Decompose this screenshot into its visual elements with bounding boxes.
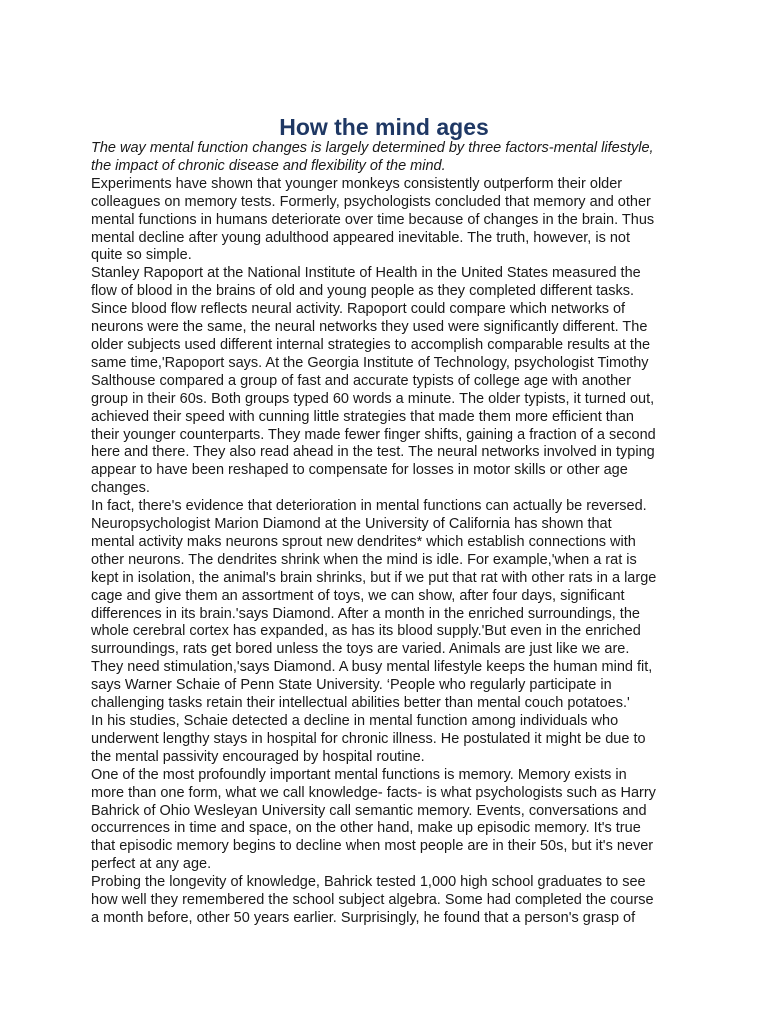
body-line: how well they remembered the school subject algebra. Some had completed the course [91, 892, 654, 909]
body-line: appear to have been reshaped to compensate for losses in motor skills or other age [91, 462, 628, 479]
body-line: mental activity maks neurons sprout new dendrites* which establish connections with [91, 533, 636, 550]
body-line: In fact, there's evidence that deterioration in mental functions can actually be reversed. [91, 498, 647, 515]
body-line: their younger counterparts. They made fewer finger shifts, gaining a fraction of a second [91, 426, 656, 443]
body-line: quite so simple. [91, 247, 192, 264]
body-line: same time,'Rapoport says. At the Georgia Institute of Technology, psychologist Timothy [91, 354, 649, 371]
body-line: changes. [91, 480, 150, 497]
body-line: surroundings, rats get bored unless the toys are varied. Animals are just like we are. [91, 641, 630, 658]
body-line: Bahrick of Ohio Wesleyan University call semantic memory. Events, conversations and [91, 802, 647, 819]
body-line: Neuropsychologist Marion Diamond at the University of California has shown that [91, 516, 612, 533]
body-line: Experiments have shown that younger monkeys consistently outperform their older [91, 175, 623, 192]
body-line: They need stimulation,'says Diamond. A busy mental lifestyle keeps the human mind fit, [91, 659, 653, 676]
body-line: differences in its brain.'says Diamond. After a month in the enriched surroundings, the [91, 605, 640, 622]
body-line: cage and give them an assortment of toys, we can show, after four days, significant [91, 587, 625, 604]
body-line: Salthouse compared a group of fast and accurate typists of college age with another [91, 372, 632, 389]
body-line: colleagues on memory tests. Formerly, psychologists concluded that memory and other [91, 193, 651, 210]
body-line: Stanley Rapoport at the National Institute of Health in the United States measured the [91, 265, 641, 282]
body-line: older subjects used different internal strategies to accomplish comparable results at the [91, 336, 651, 353]
subtitle-line: The way mental function changes is largely determined by three factors-mental lifestyle, [91, 140, 654, 156]
body-line: flow of blood in the brains of old and young people as they completed different tasks. [91, 283, 635, 300]
body-line: kept in isolation, the animal's brain shrinks, but if we put that rat with other rats in a large [91, 569, 657, 586]
body-line: In his studies, Schaie detected a decline in mental function among individuals who [91, 713, 619, 729]
body-line: One of the most profoundly important mental functions is memory. Memory exists in [91, 766, 627, 783]
subtitle [91, 140, 691, 176]
body-line: says Warner Schaie of Penn State University. ‘People who regularly participate in [91, 677, 612, 694]
body-text [91, 176, 691, 928]
subtitle-line: the impact of chronic disease and flexibility of the mind. [91, 157, 446, 174]
body-line: occurrences in time and space, on the other hand, make up episodic memory. It's true [91, 820, 641, 837]
body-line: other neurons. The dendrites shrink when the mind is idle. For example,'when a rat is [91, 551, 637, 568]
body-line: here and there. They also read ahead in the test. The neural networks involved in typing [91, 444, 655, 461]
body-line: neurons were the same, the neural networks they used were significantly different. The [91, 319, 648, 336]
document-body [91, 140, 691, 928]
body-line: whole cerebral cortex has expanded, as has its blood supply.'But even in the enriched [91, 623, 641, 640]
body-line: a month before, other 50 years earlier. Surprisingly, he found that a person's grasp of [91, 909, 636, 926]
body-line: group in their 60s. Both groups typed 60 words a minute. The older typists, it turned out, [91, 390, 655, 407]
body-line: underwent lengthy stays in hospital for chronic illness. He postulated it might be due to [91, 730, 646, 747]
body-line: achieved their speed with cunning little strategies that made them more efficient than [91, 408, 634, 425]
body-line: that episodic memory begins to decline when most people are in their 50s, but it's never [91, 838, 654, 855]
body-line: Probing the longevity of knowledge, Bahrick tested 1,000 high school graduates to see [91, 874, 646, 891]
body-line: challenging tasks retain their intellectual abilities better than mental couch potatoes.' [91, 695, 630, 712]
body-line: perfect at any age. [91, 856, 212, 873]
document-title: How the mind ages [279, 114, 489, 140]
body-line: mental decline after young adulthood appeared inevitable. The truth, however, is not [91, 229, 631, 246]
body-line: mental functions in humans deteriorate over time because of changes in the brain. Thus [91, 211, 655, 228]
body-line: the mental passivity encouraged by hospital routine. [91, 748, 425, 765]
body-line: more than one form, what we call knowledge- facts- is what psychologists such as Harry [91, 784, 656, 801]
body-line: Since blood flow reflects neural activity. Rapoport could compare which networks of [91, 301, 626, 318]
